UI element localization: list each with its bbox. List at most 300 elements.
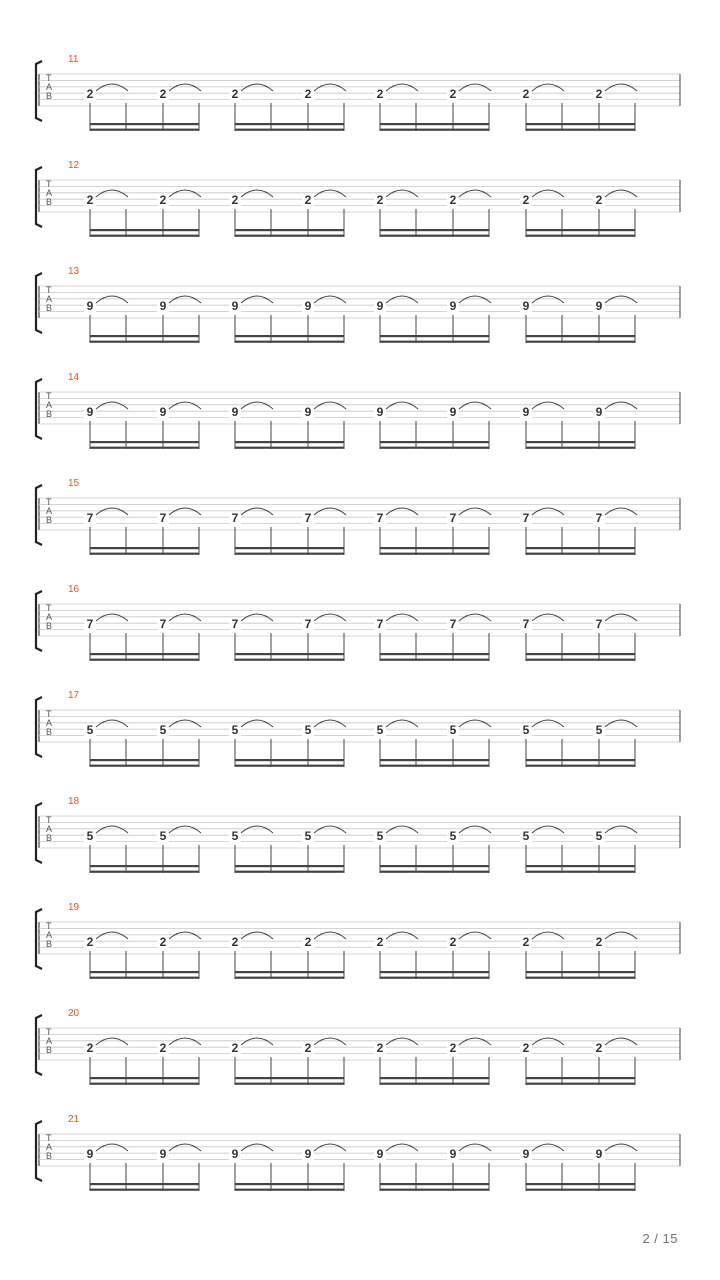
tie-arc [459,1038,491,1045]
beam [235,1083,344,1085]
fret-number: 7 [231,617,239,631]
measure-number: 18 [68,796,80,807]
beam [380,447,489,449]
beam [380,1189,489,1191]
fret-number: 7 [304,511,312,525]
tab-system [36,372,680,449]
measure-number: 20 [68,1008,80,1019]
tie-arc [169,614,201,621]
tie-arc [459,84,491,91]
tie-arc [605,190,637,197]
beam [380,547,489,549]
fret-number: 9 [304,1147,312,1161]
tie-arc [241,720,273,727]
fret-number: 7 [86,511,94,525]
beam [90,659,199,661]
beam [235,547,344,549]
tab-clef-letter: T [46,603,52,613]
fret-number: 9 [595,405,603,419]
beam [380,765,489,767]
tab-system [36,796,680,873]
tie-arc [532,1038,564,1045]
tie-arc [169,1038,201,1045]
tab-clef-letter: A [46,930,53,940]
fret-number: 9 [86,1147,94,1161]
beam [235,341,344,343]
tab-clef-letter: T [46,497,52,507]
tab-clef-letter: A [46,82,53,92]
tie-arc [532,508,564,515]
beam [235,865,344,867]
fret-number: 2 [449,1041,457,1055]
tie-arc [96,1038,128,1045]
fret-number: 5 [231,829,239,843]
beam [90,1189,199,1191]
beam [90,977,199,979]
tab-system [36,902,680,979]
fret-number: 2 [522,1041,530,1055]
fret-number: 9 [522,405,530,419]
fret-number: 9 [304,299,312,313]
tab-clef-letter: T [46,1027,52,1037]
tie-arc [386,1038,418,1045]
tie-arc [169,720,201,727]
beam [90,653,199,655]
fret-number: 9 [595,299,603,313]
fret-number: 2 [304,193,312,207]
tab-clef-letter: A [46,718,53,728]
tab-clef-letter: A [46,506,53,516]
beam [235,335,344,337]
fret-number: 2 [231,193,239,207]
fret-number: 5 [159,723,167,737]
fret-number: 9 [86,405,94,419]
fret-number: 7 [595,617,603,631]
tab-system [36,1114,680,1191]
tie-arc [169,826,201,833]
fret-number: 9 [376,1147,384,1161]
fret-number: 2 [86,193,94,207]
tie-arc [605,1144,637,1151]
fret-number: 2 [376,1041,384,1055]
tab-clef-letter: A [46,294,53,304]
tab-clef-letter: A [46,188,53,198]
beam [235,1189,344,1191]
tie-arc [96,1144,128,1151]
tab-clef-letter: B [46,939,53,949]
tie-arc [314,508,346,515]
fret-number: 5 [449,829,457,843]
fret-number: 2 [86,87,94,101]
tie-arc [241,826,273,833]
beam [90,129,199,131]
tab-clef-letter: B [46,833,53,843]
fret-number: 9 [231,299,239,313]
tie-arc [96,826,128,833]
beam [235,229,344,231]
beam [235,441,344,443]
tie-arc [169,296,201,303]
tab-clef-letter: B [46,91,53,101]
tie-arc [314,402,346,409]
fret-number: 2 [231,935,239,949]
tie-arc [96,402,128,409]
beam [90,335,199,337]
beam [235,977,344,979]
tie-arc [605,84,637,91]
tie-arc [605,932,637,939]
beam [90,1183,199,1185]
fret-number: 7 [522,617,530,631]
measure-number: 14 [68,372,80,383]
beam [235,553,344,555]
beam [235,765,344,767]
beam [90,553,199,555]
fret-number: 7 [304,617,312,631]
fret-number: 2 [231,1041,239,1055]
fret-number: 5 [522,829,530,843]
beam [235,123,344,125]
tie-arc [169,508,201,515]
fret-number: 9 [231,1147,239,1161]
tie-arc [96,508,128,515]
fret-number: 2 [595,1041,603,1055]
fret-number: 2 [304,935,312,949]
fret-number: 2 [376,193,384,207]
fret-number: 2 [595,87,603,101]
fret-number: 2 [86,935,94,949]
beam [526,123,635,125]
tie-arc [169,402,201,409]
fret-number: 9 [595,1147,603,1161]
beam [380,123,489,125]
measure-number: 19 [68,902,80,913]
fret-number: 2 [449,193,457,207]
tab-clef-letter: B [46,409,53,419]
beam [235,871,344,873]
beam [90,865,199,867]
beam [526,235,635,237]
fret-number: 9 [449,1147,457,1161]
tie-arc [605,826,637,833]
beam [235,971,344,973]
tie-arc [386,614,418,621]
fret-number: 2 [159,1041,167,1055]
fret-number: 9 [159,1147,167,1161]
beam [380,759,489,761]
tie-arc [532,296,564,303]
beam [380,871,489,873]
tab-clef-letter: A [46,824,53,834]
tie-arc [605,296,637,303]
fret-number: 9 [376,405,384,419]
tie-arc [605,508,637,515]
beam [90,341,199,343]
fret-number: 7 [522,511,530,525]
beam [526,1189,635,1191]
fret-number: 7 [595,511,603,525]
fret-number: 9 [159,405,167,419]
tie-arc [459,508,491,515]
tie-arc [96,190,128,197]
fret-number: 9 [86,299,94,313]
tie-arc [169,190,201,197]
fret-number: 9 [304,405,312,419]
tie-arc [241,1144,273,1151]
beam [380,659,489,661]
beam [380,129,489,131]
measure-number: 21 [68,1114,80,1125]
fret-number: 7 [159,617,167,631]
tab-clef-letter: T [46,179,52,189]
tie-arc [605,402,637,409]
beam [90,871,199,873]
tie-arc [459,826,491,833]
tie-arc [532,190,564,197]
tab-clef-letter: B [46,1045,53,1055]
tie-arc [532,614,564,621]
tie-arc [459,614,491,621]
beam [235,759,344,761]
fret-number: 2 [86,1041,94,1055]
beam [380,235,489,237]
tie-arc [532,402,564,409]
measure-number: 11 [68,54,79,65]
fret-number: 9 [522,1147,530,1161]
tie-arc [314,1038,346,1045]
fret-number: 7 [86,617,94,631]
tie-arc [241,190,273,197]
tie-arc [96,720,128,727]
tab-clef-letter: T [46,815,52,825]
tie-arc [96,296,128,303]
beam [380,1077,489,1079]
tie-arc [241,1038,273,1045]
tie-arc [96,614,128,621]
beam [526,653,635,655]
tie-arc [459,402,491,409]
tie-arc [459,932,491,939]
fret-number: 5 [376,829,384,843]
fret-number: 2 [159,87,167,101]
tie-arc [386,932,418,939]
beam [526,1083,635,1085]
tab-clef-letter: B [46,303,53,313]
tab-system [36,690,680,767]
beam [90,759,199,761]
fret-number: 7 [449,617,457,631]
fret-number: 9 [231,405,239,419]
fret-number: 7 [376,511,384,525]
beam [235,129,344,131]
beam [526,865,635,867]
fret-number: 7 [159,511,167,525]
beam [526,553,635,555]
measure-number: 12 [68,160,80,171]
tie-arc [314,84,346,91]
beam [90,971,199,973]
tab-system [36,584,680,661]
tie-arc [532,720,564,727]
beam [380,553,489,555]
beam [235,1183,344,1185]
tab-clef-letter: B [46,515,53,525]
fret-number: 7 [376,617,384,631]
beam [526,547,635,549]
tie-arc [241,84,273,91]
beam [526,765,635,767]
fret-number: 2 [304,87,312,101]
tie-arc [169,932,201,939]
tie-arc [314,826,346,833]
beam [235,1077,344,1079]
fret-number: 2 [376,87,384,101]
fret-number: 7 [449,511,457,525]
tie-arc [314,190,346,197]
fret-number: 2 [159,935,167,949]
fret-number: 2 [304,1041,312,1055]
tie-arc [169,84,201,91]
beam [380,1183,489,1185]
fret-number: 9 [376,299,384,313]
tie-arc [314,296,346,303]
tab-clef-letter: T [46,1133,52,1143]
beam [90,447,199,449]
fret-number: 9 [449,405,457,419]
fret-number: 5 [595,723,603,737]
fret-number: 2 [522,193,530,207]
tie-arc [96,84,128,91]
beam [235,653,344,655]
tie-arc [532,84,564,91]
beam [235,235,344,237]
beam [380,229,489,231]
beam [526,229,635,231]
tie-arc [532,826,564,833]
fret-number: 2 [522,935,530,949]
tie-arc [241,932,273,939]
tab-clef-letter: B [46,727,53,737]
beam [380,653,489,655]
tab-clef-letter: T [46,391,52,401]
beam [380,335,489,337]
tie-arc [314,720,346,727]
tab-clef-letter: B [46,1151,53,1161]
tie-arc [459,720,491,727]
fret-number: 5 [159,829,167,843]
beam [526,441,635,443]
tie-arc [459,190,491,197]
tab-system [36,54,680,131]
beam [90,1083,199,1085]
tab-clef-letter: B [46,621,53,631]
tie-arc [605,614,637,621]
tab-clef-letter: A [46,1036,53,1046]
measure-number: 13 [68,266,80,277]
beam [526,759,635,761]
fret-number: 5 [376,723,384,737]
tab-system [36,160,680,237]
tie-arc [605,1038,637,1045]
beam [526,1077,635,1079]
beam [90,765,199,767]
beam [380,341,489,343]
beam [90,123,199,125]
measure-number: 15 [68,478,80,489]
tie-arc [314,1144,346,1151]
measure-number: 16 [68,584,80,595]
tie-arc [386,720,418,727]
fret-number: 2 [376,935,384,949]
beam [90,441,199,443]
tie-arc [605,720,637,727]
beam [90,229,199,231]
fret-number: 2 [231,87,239,101]
tab-clef-letter: T [46,921,52,931]
fret-number: 5 [595,829,603,843]
beam [526,129,635,131]
tab-system [36,478,680,555]
fret-number: 7 [231,511,239,525]
tie-arc [386,190,418,197]
beam [526,659,635,661]
tie-arc [314,932,346,939]
beam [380,971,489,973]
tie-arc [386,508,418,515]
fret-number: 2 [159,193,167,207]
fret-number: 5 [449,723,457,737]
fret-number: 9 [522,299,530,313]
fret-number: 2 [595,193,603,207]
tie-arc [241,614,273,621]
measure-number: 17 [68,690,80,701]
beam [526,447,635,449]
tab-clef-letter: T [46,73,52,83]
fret-number: 2 [595,935,603,949]
tie-arc [386,402,418,409]
fret-number: 9 [159,299,167,313]
tie-arc [532,1144,564,1151]
tie-arc [241,402,273,409]
tab-system [36,266,680,343]
beam [380,1083,489,1085]
tab-clef-letter: T [46,285,52,295]
tab-clef-letter: A [46,612,53,622]
page-number: 2 / 15 [642,1231,678,1246]
tie-arc [386,1144,418,1151]
tie-arc [386,84,418,91]
beam [235,659,344,661]
fret-number: 2 [522,87,530,101]
fret-number: 5 [304,723,312,737]
tie-arc [241,508,273,515]
fret-number: 5 [231,723,239,737]
beam [380,977,489,979]
beam [526,335,635,337]
beam [526,341,635,343]
fret-number: 9 [449,299,457,313]
fret-number: 5 [86,829,94,843]
beam [380,865,489,867]
tie-arc [532,932,564,939]
tab-system [36,1008,680,1085]
beam [235,447,344,449]
beam [526,871,635,873]
fret-number: 2 [449,935,457,949]
beam [526,1183,635,1185]
tie-arc [241,296,273,303]
fret-number: 2 [449,87,457,101]
